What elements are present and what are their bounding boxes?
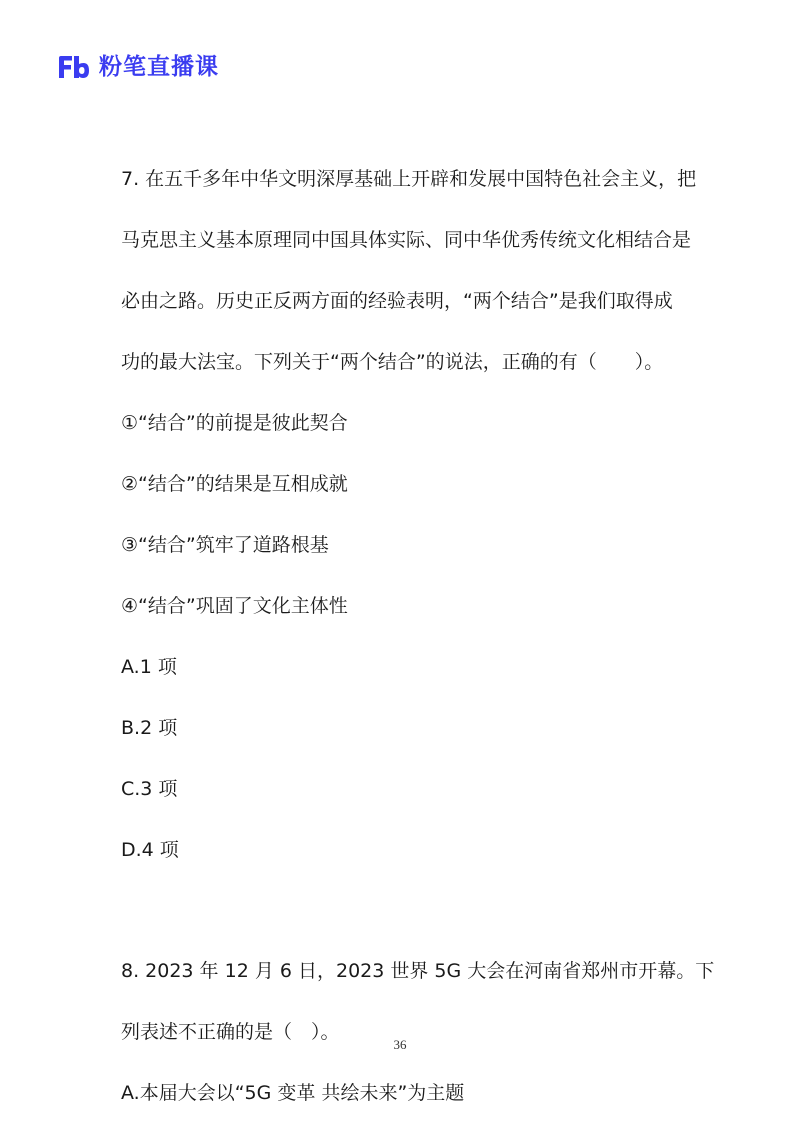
logo-text: 粉笔直播课 <box>99 54 219 80</box>
brand-logo <box>57 52 219 82</box>
question-7-option-a: A.1 项 <box>121 656 177 678</box>
question-7-statement-1: ①“结合”的前提是彼此契合 <box>121 412 348 434</box>
question-7-option-c: C.3 项 <box>121 778 178 800</box>
question-8-stem-line-2: 列表述不正确的是（ ）。 <box>121 1021 340 1043</box>
question-7-stem-line-3: 必由之路。历史正反两方面的经验表明，“两个结合”是我们取得成 <box>121 290 673 312</box>
question-7-option-b: B.2 项 <box>121 717 178 739</box>
page-number: 36 <box>393 1037 407 1052</box>
question-7-stem-line-2: 马克思主义基本原理同中国具体实际、同中华优秀传统文化相结合是 <box>121 229 692 251</box>
question-7-stem-line-4: 功的最大法宝。下列关于“两个结合”的说法，正确的有（ ）。 <box>121 351 664 373</box>
question-7-statement-2: ②“结合”的结果是互相成就 <box>121 473 348 495</box>
question-7-option-d: D.4 项 <box>121 839 179 861</box>
question-7-statement-4: ④“结合”巩固了文化主体性 <box>121 595 348 617</box>
question-7-statement-3: ③“结合”筑牢了道路根基 <box>121 534 329 556</box>
question-8-stem-line-1: 8. 2023 年 12 月 6 日，2023 世界 5G 大会在河南省郑州市开幕。下 <box>121 960 715 982</box>
fenbi-logo-icon <box>57 54 91 80</box>
question-8-option-a: A.本届大会以“5G 变革 共绘未来”为主题 <box>121 1082 465 1104</box>
question-7-stem-line-1: 7. 在五千多年中华文明深厚基础上开辟和发展中国特色社会主义，把 <box>121 168 697 190</box>
